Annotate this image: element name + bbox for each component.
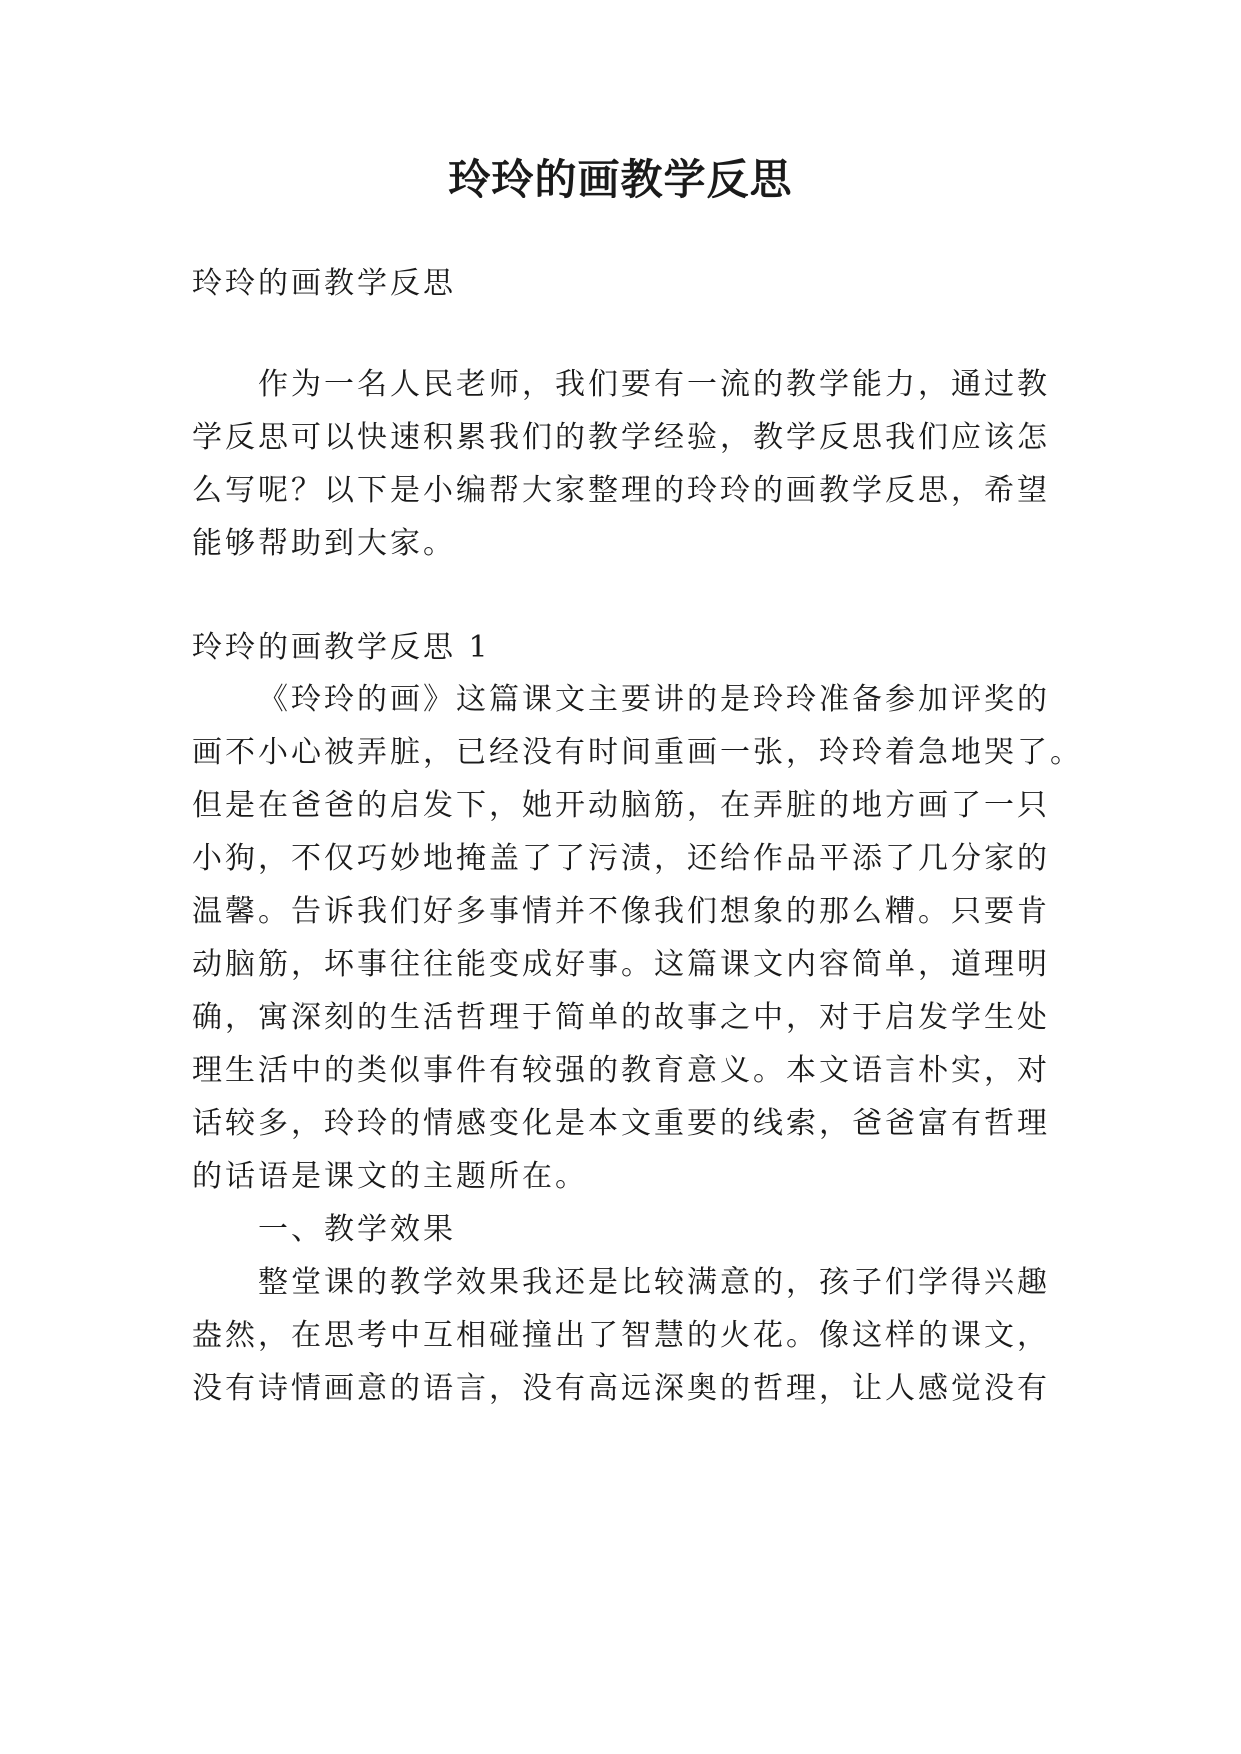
section1-line: 动脑筋，坏事往往能变成好事。这篇课文内容简单，道理明: [192, 947, 1050, 982]
section1-line: 话较多，玲玲的情感变化是本文重要的线索，爸爸富有哲理: [192, 1106, 1050, 1141]
section1-line: 但是在爸爸的启发下，她开动脑筋，在弄脏的地方画了一只: [192, 788, 1050, 823]
section1-line: 确，寓深刻的生活哲理于简单的故事之中，对于启发学生处: [192, 1000, 1050, 1035]
section1-line: 画不小心被弄脏，已经没有时间重画一张，玲玲着急地哭了。: [192, 735, 1083, 770]
section1-line: 的话语是课文的主题所在。: [192, 1159, 588, 1194]
effect-line: 没有诗情画意的语言，没有高远深奥的哲理，让人感觉没有: [192, 1371, 1050, 1406]
effect-line: 盎然，在思考中互相碰撞出了智慧的火花。像这样的课文，: [192, 1318, 1050, 1353]
section1-line: 《玲玲的画》这篇课文主要讲的是玲玲准备参加评奖的: [258, 682, 1050, 717]
subheading: 一、教学效果: [258, 1212, 456, 1247]
document-subtitle: 玲玲的画教学反思: [192, 266, 456, 301]
intro-line: 学反思可以快速积累我们的教学经验，教学反思我们应该怎: [192, 420, 1050, 455]
section1-line: 小狗，不仅巧妙地掩盖了了污渍，还给作品平添了几分家的: [192, 841, 1050, 876]
intro-line: 么写呢？以下是小编帮大家整理的玲玲的画教学反思，希望: [192, 473, 1050, 508]
section-heading: 玲玲的画教学反思 1: [192, 630, 491, 665]
intro-line: 作为一名人民老师，我们要有一流的教学能力，通过教: [258, 367, 1050, 402]
document-title: 玲玲的画教学反思: [448, 155, 793, 204]
section1-line: 温馨。告诉我们好多事情并不像我们想象的那么糟。只要肯: [192, 894, 1050, 929]
section1-line: 理生活中的类似事件有较强的教育意义。本文语言朴实，对: [192, 1053, 1050, 1088]
intro-line: 能够帮助到大家。: [192, 526, 456, 561]
effect-line: 整堂课的教学效果我还是比较满意的，孩子们学得兴趣: [258, 1265, 1050, 1300]
